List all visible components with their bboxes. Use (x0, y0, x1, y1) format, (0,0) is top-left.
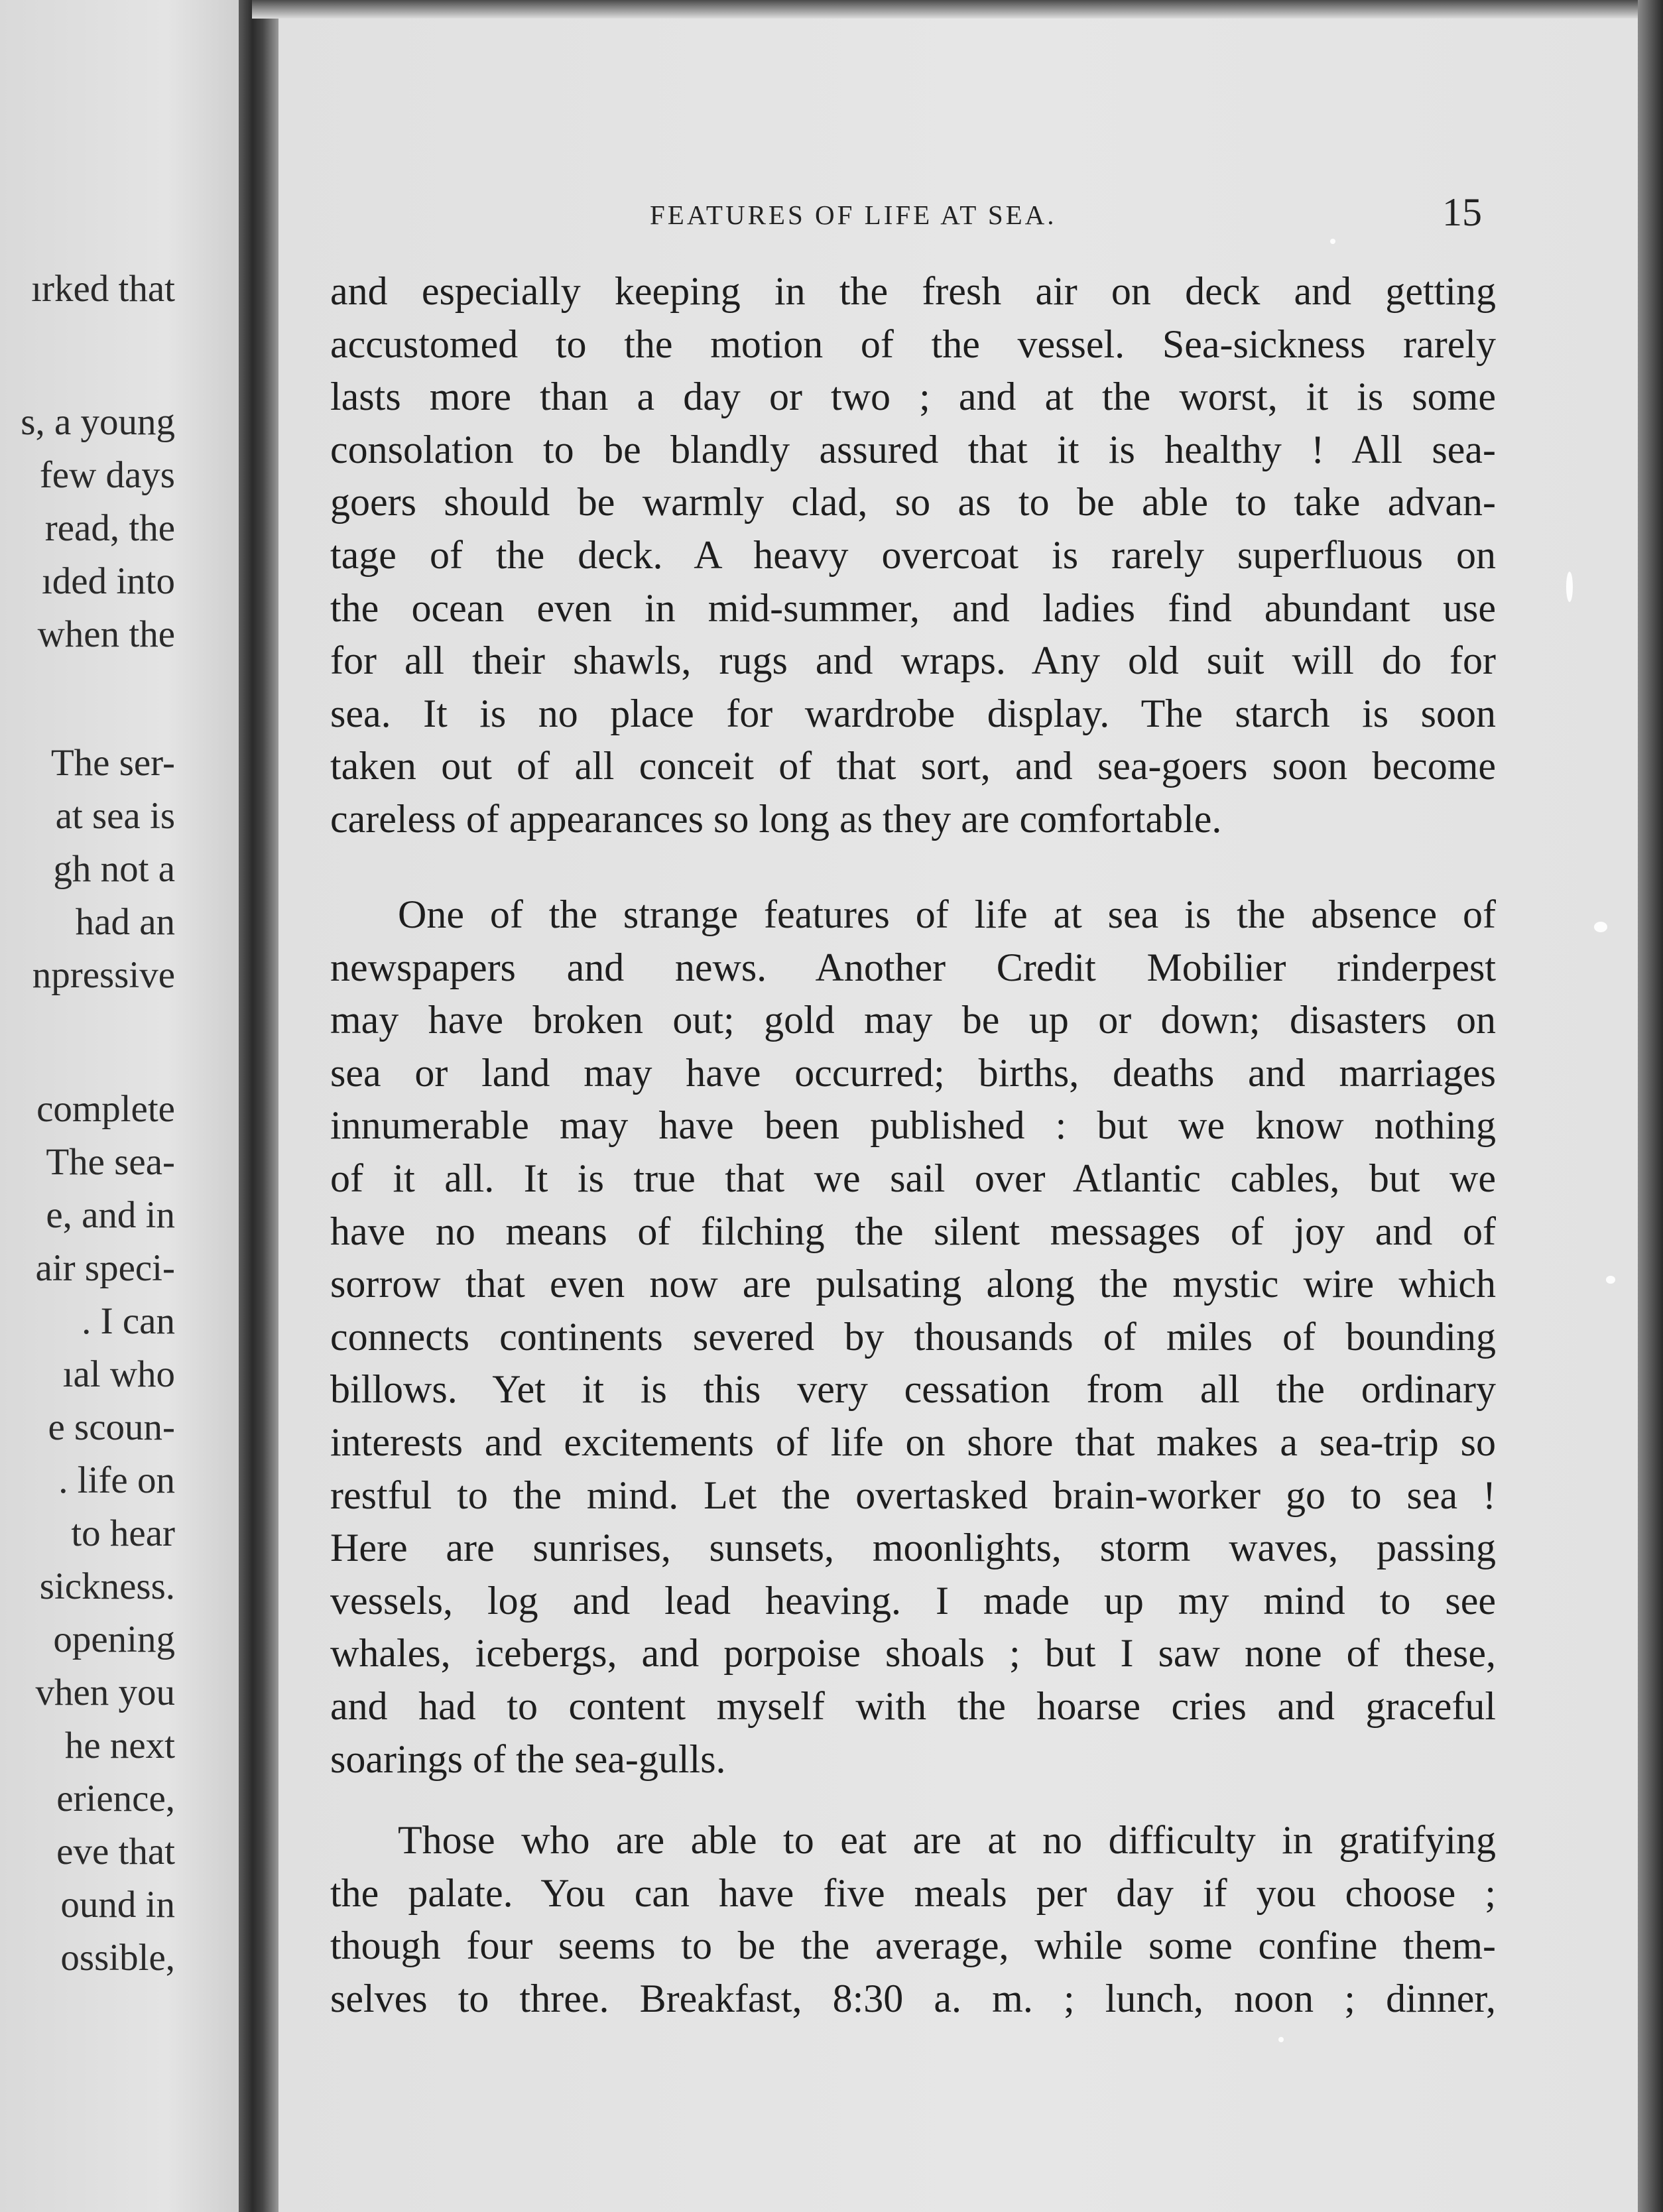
text-line: vessels, log and lead heaving. I made up my mind to see (330, 1578, 1496, 1623)
text-line: interests and excitements of life on shore that makes a sea-trip so (330, 1420, 1496, 1464)
left-page-line: had an (75, 901, 175, 943)
running-head: FEATURES OF LIFE AT SEA. (650, 200, 1057, 230)
left-page-line: The sea- (46, 1141, 175, 1183)
text-line: lasts more than a day or two ; and at the worst, it is some (330, 375, 1496, 419)
text-line: of it all. It is true that we sail over Atlantic cables, but we (330, 1156, 1496, 1200)
text-line: tage of the deck. A heavy overcoat is rarely superfluous on (330, 532, 1496, 577)
book-gutter (239, 0, 278, 2212)
scan-dust-speck (1594, 922, 1607, 932)
left-page-line: at sea is (55, 795, 175, 837)
text-line: the palate. You can have five meals per day if you choose ; (330, 1871, 1496, 1915)
left-page-line: sickness. (39, 1566, 175, 1607)
page-top-edge (252, 0, 1638, 19)
text-line: restful to the mind. Let the overtasked brain-worker go to sea ! (330, 1473, 1496, 1517)
paragraph-1 (330, 265, 1496, 846)
page-number: 15 (1442, 190, 1482, 234)
text-line: accustomed to the motion of the vessel. Sea-sickness rarely (330, 322, 1496, 366)
left-page-line: when the (37, 613, 175, 655)
text-line: may have broken out; gold may be up or down; disasters on (330, 998, 1496, 1042)
scan-dust-speck (1606, 1276, 1615, 1284)
text-line: goers should be warmly clad, so as to be able to take advan- (330, 480, 1496, 524)
text-line: taken out of all conceit of that sort, and sea-goers soon become (330, 744, 1496, 788)
left-page-line: ırked that (31, 268, 175, 310)
left-page-line: The ser- (50, 742, 175, 784)
left-page-line: air speci- (35, 1247, 175, 1289)
left-page-line: opening (53, 1619, 175, 1660)
left-page-line: erience, (56, 1778, 175, 1819)
text-line: selves to three. Breakfast, 8:30 a. m. ; lunch, noon ; dinner, (330, 1976, 1496, 2020)
text-line: Here are sunrises, sunsets, moonlights, storm waves, passing (330, 1526, 1496, 1570)
text-line: innumerable may have been published : but we know nothing (330, 1103, 1496, 1148)
text-line: One of the strange features of life at sea is the absence of (398, 892, 1496, 936)
text-line: sorrow that even now are pulsating along the mystic wire which (330, 1262, 1496, 1306)
text-line: careless of appearances so long as they are comfortable. (330, 796, 1222, 841)
left-page-line: ıded into (41, 560, 175, 602)
page-right-edge (1638, 0, 1663, 2212)
scan-dust-speck (1566, 572, 1573, 602)
text-line: soarings of the sea-gulls. (330, 1737, 726, 1781)
left-page-line: s, a young (21, 401, 175, 443)
left-page-line: read, the (44, 507, 175, 549)
text-line: whales, icebergs, and porpoise shoals ; but I saw none of these, (330, 1631, 1496, 1676)
left-page-line: npressive (32, 954, 175, 996)
left-page-line: ossible, (60, 1937, 175, 1979)
text-line: connects continents severed by thousands of miles of bounding (330, 1314, 1496, 1359)
left-page-line: vhen you (35, 1672, 175, 1713)
text-line: sea or land may have occurred; births, deaths and marriages (330, 1050, 1496, 1095)
text-line: and had to content myself with the hoarse cries and graceful (330, 1684, 1496, 1728)
scan-dust-speck (1278, 2037, 1284, 2042)
text-line: sea. It is no place for wardrobe display. The starch is soon (330, 691, 1496, 735)
paragraph-3 (330, 1814, 1496, 2025)
left-page-line: few days (39, 454, 175, 496)
left-page-line: to hear (71, 1512, 175, 1554)
text-line: for all their shawls, rugs and wraps. Any old suit will do for (330, 639, 1496, 683)
text-line: have no means of filching the silent messages of joy and of (330, 1209, 1496, 1253)
text-line: consolation to be blandly assured that it is healthy ! All sea- (330, 427, 1496, 471)
right-page (278, 19, 1638, 2212)
left-page-line: complete (36, 1088, 175, 1130)
left-facing-page (0, 0, 239, 2212)
left-page-line: he next (64, 1725, 175, 1766)
left-page-line: e, and in (46, 1194, 175, 1236)
text-line: newspapers and news. Another Credit Mobilier rinderpest (330, 945, 1496, 989)
left-page-line: e scoun- (48, 1406, 175, 1448)
text-line: the ocean even in mid-summer, and ladies find abundant use (330, 585, 1496, 630)
text-line: and especially keeping in the fresh air on deck and getting (330, 269, 1496, 313)
left-page-line: ıal who (62, 1353, 175, 1395)
text-line: Those who are able to eat are at no difficulty in gratifying (398, 1818, 1496, 1862)
left-page-line: ound in (60, 1884, 175, 1926)
scan-dust-speck (1330, 239, 1335, 244)
left-page-line: . life on (58, 1459, 175, 1501)
text-line: though four seems to be the average, while some confine them- (330, 1924, 1496, 1968)
left-page-line: gh not a (53, 848, 175, 890)
paragraph-2 (330, 889, 1496, 1786)
text-line: billows. Yet it is this very cessation from all the ordinary (330, 1367, 1496, 1412)
left-page-line: . I can (82, 1300, 175, 1342)
left-page-line: eve that (56, 1831, 175, 1873)
